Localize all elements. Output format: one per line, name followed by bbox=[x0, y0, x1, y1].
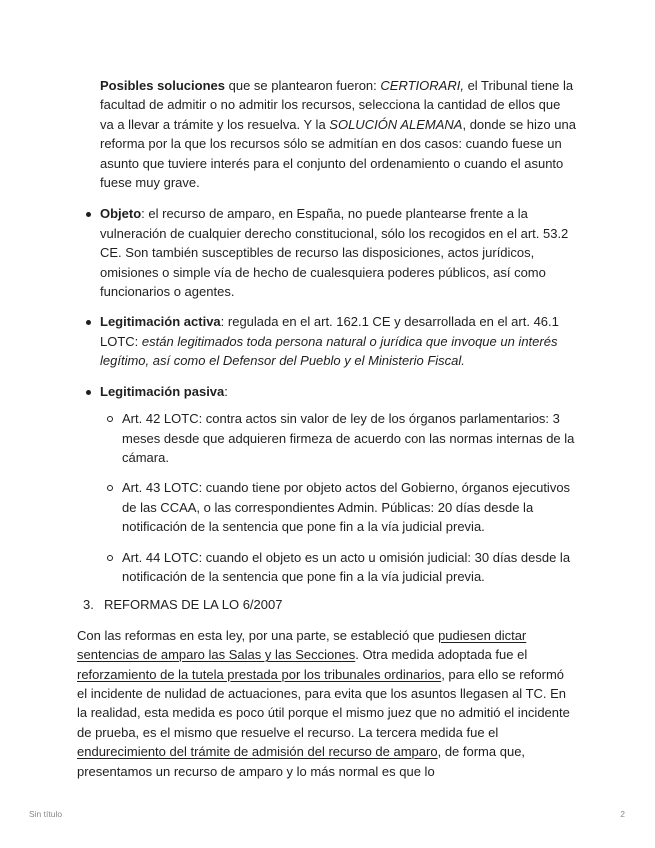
bullet-text: : el recurso de amparo, en España, no puede plantearse frente a la vulneración de cualquier derecho constitucional, sólo los recogidos en el art. 53.2 CE. Son también susceptibles de recurso las disposiciones, actos jurídicos, omisiones o simple vía de hecho de cualesquiera poderes públicos, así como funcionarios o agentes. bbox=[100, 206, 569, 300]
footer-document-title: Sin título bbox=[29, 809, 63, 819]
reforms-paragraph bbox=[77, 626, 577, 781]
bullet-list bbox=[77, 204, 577, 586]
sub-bullet-item: Art. 42 LOTC: contra actos sin valor de ley de los órganos parlamentarios: 3 meses desde que adquieren firmeza de acuerdo con las normas internas de la cámara. bbox=[100, 409, 577, 467]
section-heading bbox=[77, 595, 577, 614]
intro-italic-1: CERTIORARI, bbox=[380, 78, 464, 93]
intro-paragraph bbox=[77, 76, 577, 192]
sub-bullet-list bbox=[100, 409, 577, 586]
sub-bullet-item: Art. 43 LOTC: cuando tiene por objeto actos del Gobierno, órganos ejecutivos de las CCAA, o las correspondientes Admin. Públicas: 20 días desde la notificación de la sentencia que pone fin a la vía judicial previa. bbox=[100, 478, 577, 536]
paragraph-text-2: . Otra medida adoptada fue el bbox=[355, 647, 528, 663]
document-body bbox=[77, 76, 577, 781]
footer-page-number: 2 bbox=[620, 809, 625, 819]
bullet-legitimacion-activa bbox=[77, 312, 577, 370]
paragraph-text-4: , de forma que, presentamos un recurso de amparo y lo más normal es que lo bbox=[77, 744, 526, 779]
paragraph-underline-3: endurecimiento del trámite de admisión del recurso de amparo bbox=[77, 744, 438, 760]
intro-text-2: el Tribunal tiene la facultad de admitir o no admitir los recursos, selecciona la cantidad de ellos que va a llevar a trámite y los resuelva. Y la bbox=[100, 78, 574, 132]
sub-bullet-item: Art. 44 LOTC: cuando el objeto es un acto u omisión judicial: 30 días desde la notificación de la sentencia que pone fin a la vía judicial previa. bbox=[100, 548, 577, 587]
paragraph-text-1: Con las reformas en esta ley, por una parte, se estableció que bbox=[77, 627, 439, 643]
intro-text-3: , donde se hizo una reforma por la que los recursos sólo se admitían en dos casos: cuando fuese un asunto que tuviere interés para el conjunto del ordenamiento o cuando el asunto fuese muy grave. bbox=[100, 116, 576, 191]
intro-bold: Posibles soluciones bbox=[100, 78, 225, 93]
paragraph-text-3: , para ello se reformó el incidente de nulidad de actuaciones, para evita que los asuntos llegasen al TC. En la realidad, esta medida es poco útil porque el mismo juez que no admitió el incidente de prueba, es el mismo que resuelve el recurso. La tercera medida fue el bbox=[77, 666, 570, 740]
section-number: 3. bbox=[83, 597, 94, 613]
bullet-text: : regulada en el art. 162.1 CE y desarrollada en el art. 46.1 LOTC: bbox=[100, 314, 559, 349]
bullet-objeto bbox=[77, 204, 577, 301]
bullet-legitimacion-pasiva bbox=[77, 382, 577, 587]
intro-italic-2: SOLUCIÓN ALEMANA bbox=[329, 116, 463, 132]
bullet-label: Legitimación activa bbox=[100, 314, 221, 330]
intro-text-1: que se plantearon fueron: bbox=[225, 78, 381, 93]
section-title: REFORMAS DE LA LO 6/2007 bbox=[104, 597, 283, 613]
bullet-label: Objeto bbox=[100, 206, 142, 222]
bullet-label: Legitimación pasiva bbox=[100, 383, 225, 399]
bullet-text: : bbox=[224, 383, 228, 399]
bullet-italic-text: están legitimados toda persona natural o jurídica que invoque un interés legítimo, así como el Defensor del Pueblo y el Ministerio Fiscal. bbox=[100, 333, 558, 369]
paragraph-underline-2: reforzamiento de la tutela prestada por los tribunales ordinarios bbox=[77, 666, 442, 682]
paragraph-underline-1: pudiesen dictar sentencias de amparo las Salas y las Secciones bbox=[77, 627, 527, 663]
